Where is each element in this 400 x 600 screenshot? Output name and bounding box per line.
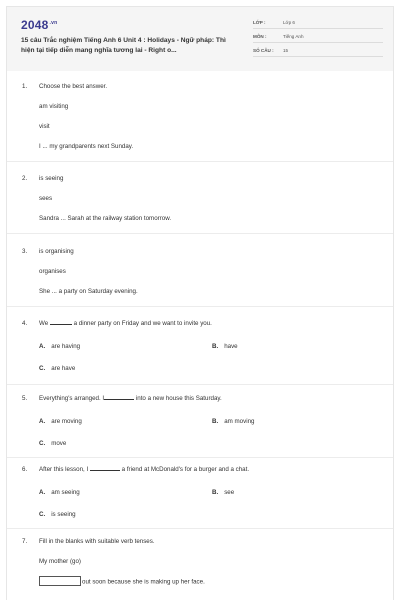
option-a[interactable]: A. are having xyxy=(39,343,81,350)
worksheet-title: 15 câu Trắc nghiệm Tiếng Anh 6 Unit 4 : Holidays - Ngữ pháp: Thì hiện tại tiếp diễn mang nghĩa tương lai - Right o... xyxy=(21,37,226,54)
option-b[interactable]: B. am moving xyxy=(212,418,255,425)
meta-question-count: SỐ CÂU : 15 xyxy=(253,45,383,57)
option-a[interactable]: A. am seeing xyxy=(39,489,80,496)
site-logo[interactable]: $2048^{.vn}$ xyxy=(21,18,58,32)
option-c[interactable]: C. is seeing xyxy=(39,511,76,518)
question-sentence: My mother (go) xyxy=(39,558,81,565)
option-c[interactable]: C. move xyxy=(39,440,67,447)
question-prompt: Everything's arranged. I into a new house this Saturday. xyxy=(39,395,222,402)
question-sentence: She ... a party on Saturday evening. xyxy=(39,288,138,295)
option-c[interactable]: C. are have xyxy=(39,365,76,372)
option-b[interactable]: B. see xyxy=(212,489,235,496)
meta-grade: LỚP : Lớp 6 xyxy=(253,17,383,29)
divider xyxy=(7,528,393,529)
divider xyxy=(7,457,393,458)
answer-option[interactable]: visit xyxy=(39,123,50,130)
answer-blank xyxy=(104,395,134,400)
worksheet-header xyxy=(7,7,393,71)
question-prompt: Fill in the blanks with suitable verb tenses. xyxy=(39,538,155,545)
question-sentence: Sandra ... Sarah at the railway station tomorrow. xyxy=(39,215,172,222)
answer-option[interactable]: organises xyxy=(39,268,66,275)
answer-option[interactable]: am visiting xyxy=(39,103,69,110)
divider xyxy=(7,233,393,234)
fill-in-input[interactable] xyxy=(39,576,81,586)
fill-in-row: out soon because she is making up her face. xyxy=(39,577,205,587)
answer-blank xyxy=(90,466,120,471)
question-prompt: Choose the best answer. xyxy=(39,83,108,90)
question-sentence: I ... my grandparents next Sunday. xyxy=(39,143,134,150)
option-b[interactable]: B. have xyxy=(212,343,238,350)
answer-option[interactable]: is seeing xyxy=(39,175,64,182)
meta-subject: MÔN : Tiếng Anh xyxy=(253,31,383,43)
question-prompt: We a dinner party on Friday and we want to invite you. xyxy=(39,320,212,327)
divider xyxy=(7,306,393,307)
question-prompt: After this lesson, I a friend at McDonald's for a burger and a chat. xyxy=(39,466,250,473)
answer-option[interactable]: is organising xyxy=(39,248,74,255)
divider xyxy=(7,384,393,385)
answer-option[interactable]: sees xyxy=(39,195,53,202)
option-a[interactable]: A. are moving xyxy=(39,418,82,425)
answer-blank xyxy=(50,320,72,325)
worksheet-page: $2048^{.vn}$ 15 câu Trắc nghiệm Tiếng Anh 6 Unit 4 : Holidays - Ngữ pháp: Thì hiện tại tiếp diễn mang nghĩa tương lai - Right o... LỚP : Lớp 6 MÔN : Tiếng Anh SỐ CÂU : 15 1. Choose the best answer. am visiting visit I ... my grandparents next Sunday. 2. is seeing sees Sandra ... Sarah at the railway station tomorrow. 3. is organising organises She ... a party on Saturday evening. 4. We a dinner party on Friday and we want to invite you. A. are having B. have C. are have 5. Everything's arranged. I into a new house this Saturday. A. are moving B. am moving C. move 6. After this lesson, I a friend at McDonald's for a burger and a chat. A. am seeing B. see C. is seeing 7. Fill in the blanks with suitable verb tenses. My mother (go) out soon because she is making up her face. xyxy=(6,6,394,600)
divider xyxy=(7,161,393,162)
